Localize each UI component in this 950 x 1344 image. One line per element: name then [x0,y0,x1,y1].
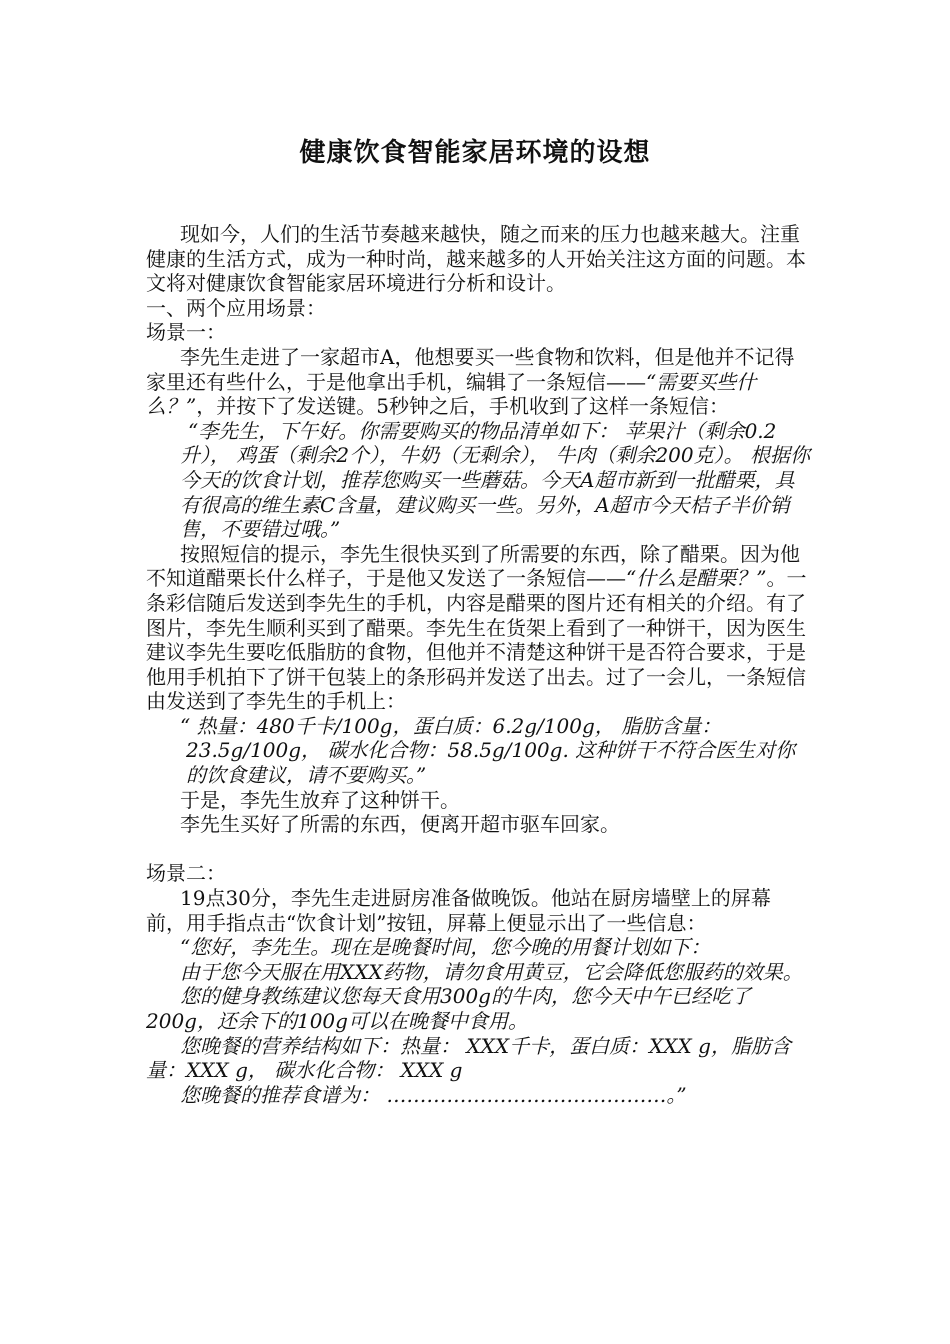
scene1-label: 场景一： [146,320,226,345]
scene1-p2-text-b: 。一条彩信随后发送到李先生的手机，内容是醋栗的图片还有相关的介绍。有了图片，李先生顺利买到了醋栗。李先生在货架上看到了一种饼干，因为医生建议李先生要吃低脂肪的食物，但他并不清楚这种饼干是否符合要求，于是他用手机拍下了饼干包装上的条形码并发送了出去。过了一会儿，一条短信由发送到了李先生的手机上： [146,566,807,714]
document-body [146,222,810,1107]
scene1-sms-2: “ 热量：480千卡/100g，蛋白质：6.2g/100g， 脂肪含量：23.5g/100g， 碳水化合物：58.5g/100g. 这种饼干不符合医生对你的饮食建议，请不要购买。” [180,713,796,788]
section-heading: 一、两个应用场景： [146,295,326,320]
scene2-screen-line-3: 您的健身教练建议您每天食用300g的牛肉，您今天中午已经吃了200g，还余下的100g可以在晚餐中食用。 [146,984,751,1033]
scene2-screen-line-2: 由于您今天服在用XXX药物，请勿食用黄豆，它会降低您服药的效果。 [180,959,803,984]
scene2-screen-line-1: “您好，李先生。现在是晚餐时间，您今晚的用餐计划如下： [180,935,711,960]
scene1-sms-1: “李先生，下午好。你需要购买的物品清单如下： 苹果汁（剩余0.2升）， 鸡蛋（剩余2个），牛奶（无剩余）， 牛肉（剩余200克）。 根据你今天的饮食计划，推荐您购买一些蘑菇。今天A超市新到一批醋栗，具有很高的维生素C含量，建议购买一些。另外，A超市今天桔子半价销售，不要错过哦。” [180,418,810,542]
scene2-screen-line-5: 您晚餐的推荐食谱为： ……………………………………。” [180,1082,687,1107]
scene1-paragraph-3: 于是，李先生放弃了这种饼干。 [180,787,460,812]
scene1-paragraph-1 [146,345,810,419]
intro-paragraph: 现如今，人们的生活节奏越来越快，随之而来的压力也越来越大。注重健康的生活方式，成为一种时尚，越来越多的人开始关注这方面的问题。本文将对健康饮食智能家居环境进行分析和设计。 [146,222,806,296]
scene1-p2-quote: “什么是醋栗？” [626,566,767,591]
scene2-paragraph-1: 19点30分，李先生走进厨房准备做晚饭。他站在厨房墙壁上的屏幕前，用手指点击“饮食计划”按钮，屏幕上便显示出了一些信息： [146,886,771,935]
scene2-screen-line-4: 您晚餐的营养结构如下：热量： XXX千卡，蛋白质：XXX g，脂肪含量：XXX g， 碳水化合物： XXX g [146,1033,791,1083]
scene2-label: 场景二： [146,861,226,886]
scene1-paragraph-4: 李先生买好了所需的东西，便离开超市驱车回家。 [180,812,620,837]
scene1-p2-text-a: 按照短信的提示，李先生很快买到了所需要的东西，除了醋栗。因为他不知道醋栗长什么样子，于是他又发送了一条短信—— [146,541,800,591]
scene1-p1-text-a: 李先生走进了一家超市A，他想要买一些食物和饮料，但是他并不记得家里还有些什么，于是他拿出手机，编辑了一条短信—— [146,344,795,394]
scene1-p1-text-b: ，并按下了发送键。5秒钟之后，手机收到了这样一条短信： [196,394,729,419]
scene1-paragraph-2 [146,542,810,714]
scene1-p1-quote: “需要买些什么？” [146,369,757,419]
document-title: 健康饮食智能家居环境的设想 [299,138,651,168]
spacer [146,837,810,862]
